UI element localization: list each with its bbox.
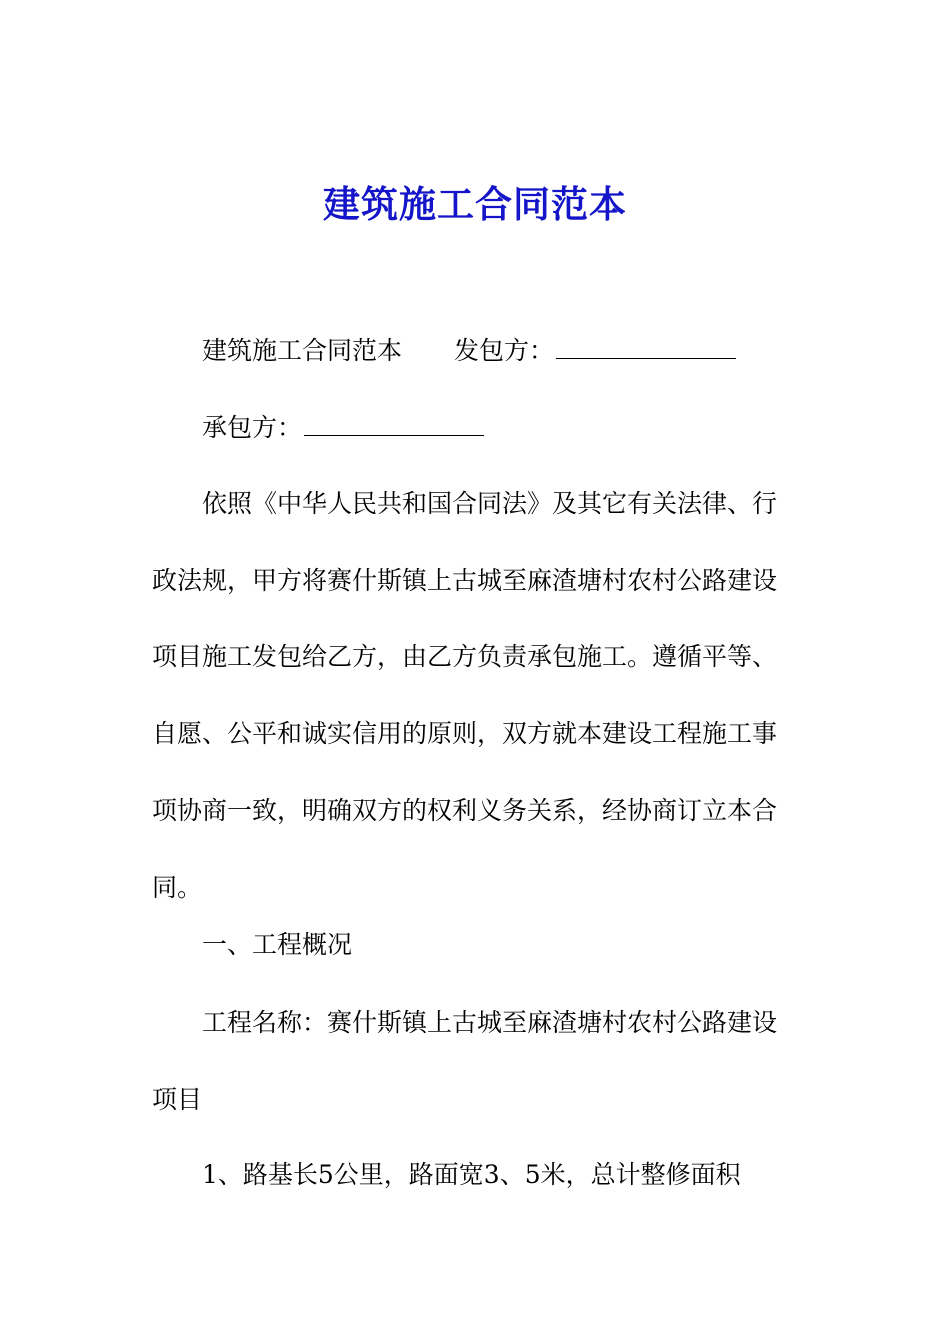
document-name-text: 建筑施工合同范本 [202,336,403,365]
employer-blank-line [556,340,736,359]
intro-paragraph: 依照《中华人民共和国合同法》及其它有关法律、行政法规，甲方将赛什斯镇上古城至麻渣塘村农村公路建设项目施工发包给乙方，由乙方负责承包施工。遵循平等、自愿、公平和诚实信用的原则，双方就本建设工程施工事项协商一致，明确双方的权利义务关系，经协商订立本合同。 [152,489,778,902]
project-name-paragraph: 工程名称：赛什斯镇上古城至麻渣塘村农村公路建设项目 [152,1008,778,1114]
document-title: 建筑施工合同范本 [323,182,627,226]
header-line-contractor [152,390,792,467]
contractor-label: 承包方： [202,413,303,442]
section-heading-1: 一、工程概况 [202,930,353,959]
contractor-blank-line [304,417,484,436]
item-1-paragraph: 1、路基长5公里，路面宽3、5米，总计整修面积 [202,1160,741,1189]
header-line-employer [152,313,792,390]
employer-label: 发包方： [454,336,555,365]
